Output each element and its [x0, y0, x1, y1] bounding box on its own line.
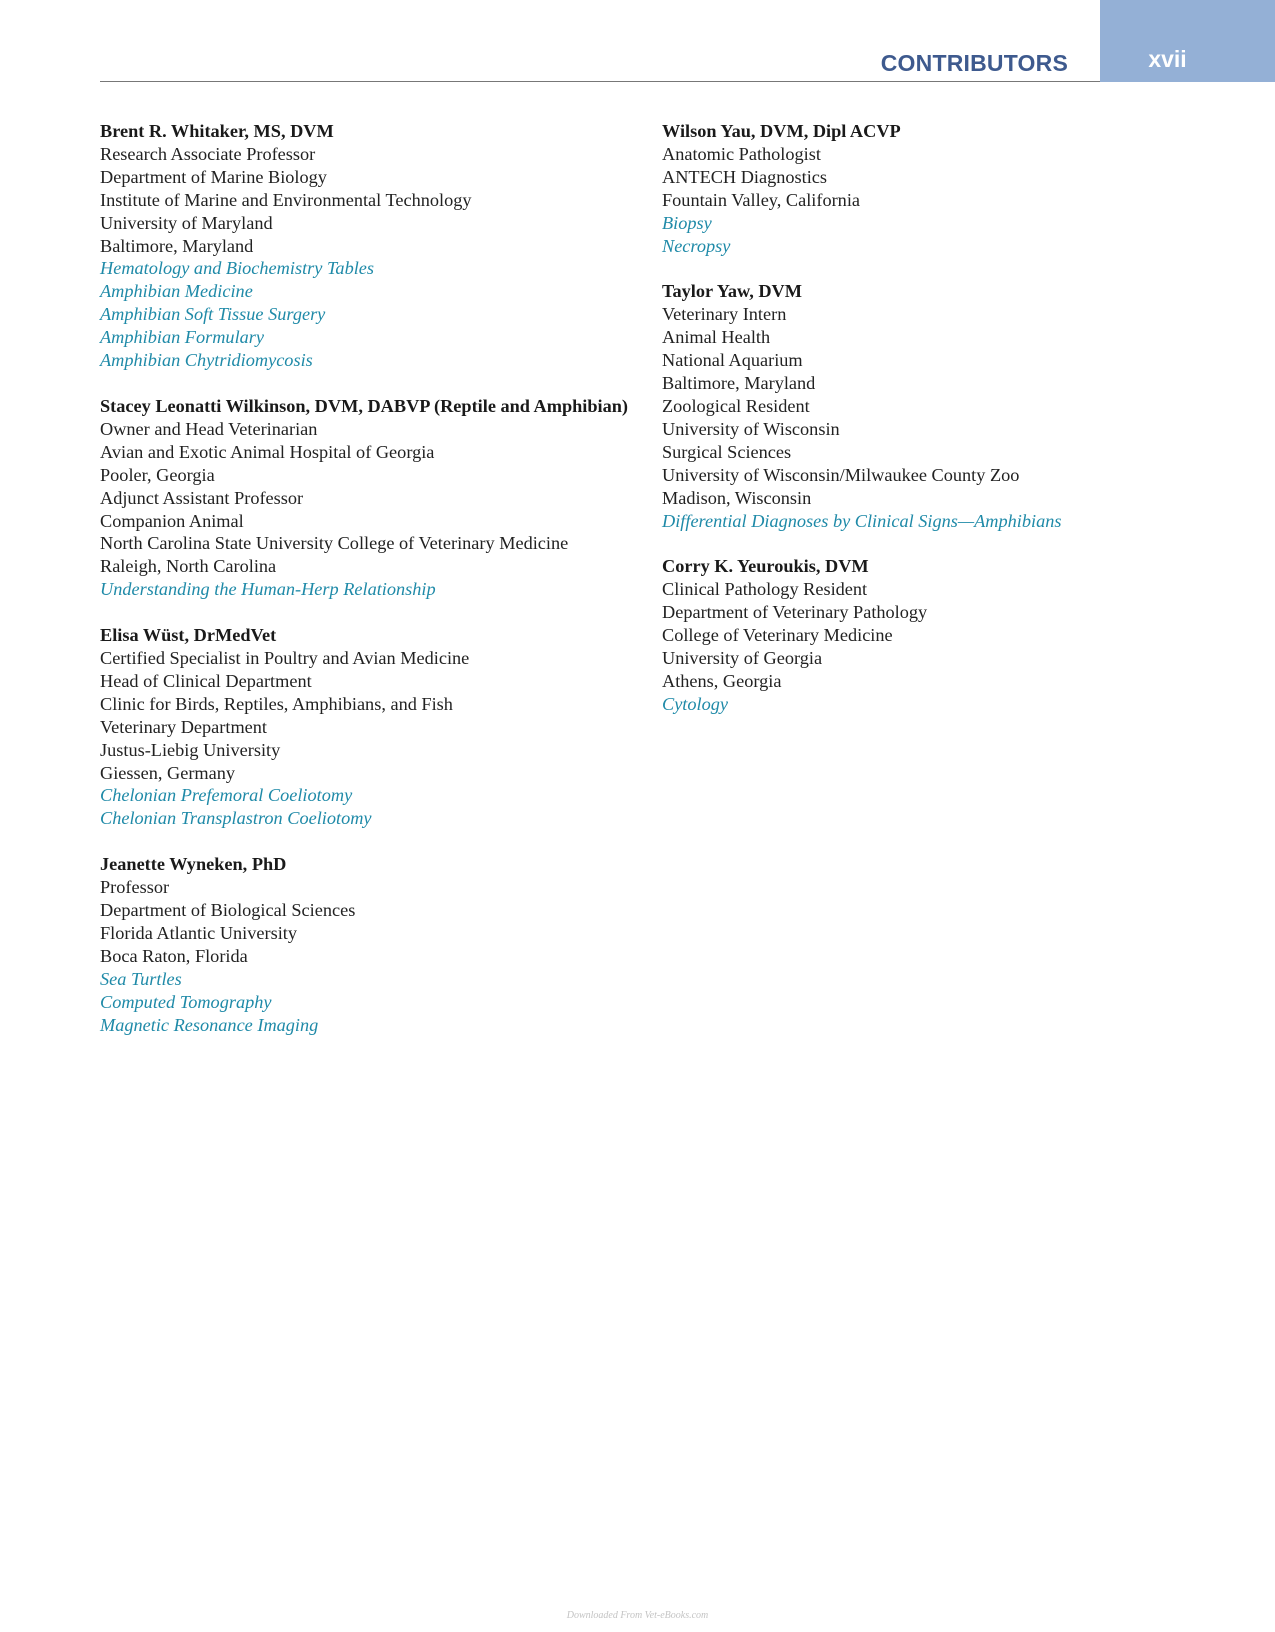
affiliation-line: Florida Atlantic University	[100, 923, 298, 943]
affiliation-line: Anatomic Pathologist	[662, 143, 821, 164]
affiliation-line: Veterinary Department	[100, 716, 267, 737]
download-watermark: Downloaded From Vet-eBooks.com	[566, 1610, 709, 1621]
affiliation-line: Animal Health	[662, 327, 771, 348]
affiliation-line: Department of Veterinary Pathology	[662, 602, 928, 623]
chapter-link[interactable]: Understanding the Human-Herp Relationship	[100, 579, 436, 600]
chapter-link[interactable]: Chelonian Prefemoral Coeliotomy	[100, 785, 353, 806]
contributor-entry	[662, 120, 1222, 257]
affiliation-line: Justus-Liebig University	[100, 739, 281, 760]
affiliation-line: North Carolina State University College of Veterinary Medicine	[100, 533, 569, 554]
affiliation-line: University of Wisconsin/Milwaukee County Zoo	[662, 464, 1020, 485]
chapter-link[interactable]: Sea Turtles	[100, 968, 182, 989]
running-head: CONTRIBUTORS	[880, 50, 1068, 76]
affiliation-line: Adjunct Assistant Professor	[100, 487, 304, 508]
affiliation-line: College of Veterinary Medicine	[662, 625, 893, 646]
chapter-link[interactable]: Chelonian Transplastron Coeliotomy	[100, 808, 372, 829]
chapter-link[interactable]: Amphibian Chytridiomycosis	[100, 350, 313, 371]
contributor-entry	[100, 395, 660, 601]
chapter-link[interactable]: Cytology	[662, 693, 729, 714]
affiliation-line: University of Georgia	[662, 648, 823, 669]
affiliation-line: Zoological Resident	[662, 395, 810, 416]
chapter-link[interactable]: Necropsy	[662, 235, 731, 256]
affiliation-line: Giessen, Germany	[100, 762, 236, 783]
contributor-entry	[100, 853, 660, 1036]
affiliation-line: Department of Biological Sciences	[100, 900, 356, 921]
affiliation-line: Professor	[100, 877, 170, 898]
contributor-name: Brent R. Whitaker, MS, DVM	[100, 121, 334, 141]
contributor-name: Taylor Yaw, DVM	[662, 281, 802, 302]
affiliation-line: Baltimore, Maryland	[662, 373, 816, 394]
affiliation-line: Department of Marine Biology	[100, 166, 327, 187]
affiliation-line: Raleigh, North Carolina	[100, 556, 277, 577]
chapter-link[interactable]: Computed Tomography	[100, 991, 272, 1012]
chapter-link[interactable]: Magnetic Resonance Imaging	[100, 1014, 319, 1035]
affiliation-line: Athens, Georgia	[662, 670, 782, 691]
affiliation-line: Pooler, Georgia	[100, 464, 215, 485]
page-number: xvii	[1148, 46, 1187, 72]
affiliation-line: Avian and Exotic Animal Hospital of Georgia	[100, 441, 435, 462]
contributor-entry	[100, 120, 660, 372]
affiliation-line: Veterinary Intern	[662, 304, 787, 325]
contributor-name: Elisa Wüst, DrMedVet	[100, 625, 277, 646]
affiliation-line: Surgical Sciences	[662, 441, 792, 462]
chapter-link[interactable]: Amphibian Medicine	[100, 281, 253, 302]
left-column	[100, 120, 660, 1060]
affiliation-line: University of Maryland	[100, 212, 273, 233]
affiliation-line: Boca Raton, Florida	[100, 945, 248, 966]
chapter-link[interactable]: Amphibian Soft Tissue Surgery	[100, 304, 326, 325]
affiliation-line: Madison, Wisconsin	[662, 487, 812, 508]
affiliation-line: Certified Specialist in Poultry and Avian Medicine	[100, 648, 470, 669]
contributor-name: Wilson Yau, DVM, Dipl ACVP	[662, 121, 901, 141]
right-column	[662, 120, 1222, 739]
contributor-name: Jeanette Wyneken, PhD	[100, 854, 287, 875]
contributor-name: Stacey Leonatti Wilkinson, DVM, DABVP (Reptile and Amphibian)	[100, 395, 629, 416]
affiliation-line: Baltimore, Maryland	[100, 235, 254, 256]
affiliation-line: Clinical Pathology Resident	[662, 579, 868, 600]
affiliation-line: Institute of Marine and Environmental Technology	[100, 189, 472, 210]
affiliation-line: Fountain Valley, California	[662, 189, 861, 210]
contributor-entry	[100, 624, 660, 830]
affiliation-line: ANTECH Diagnostics	[662, 166, 828, 187]
affiliation-line: Head of Clinical Department	[100, 670, 312, 691]
contributor-entry	[662, 280, 1222, 532]
affiliation-line: University of Wisconsin	[662, 418, 840, 439]
contributor-name: Corry K. Yeuroukis, DVM	[662, 556, 869, 577]
chapter-link[interactable]: Hematology and Biochemistry Tables	[100, 258, 375, 279]
contributor-entry	[662, 555, 1222, 715]
affiliation-line: Clinic for Birds, Reptiles, Amphibians, and Fish	[100, 693, 453, 714]
affiliation-line: Companion Animal	[100, 510, 244, 531]
affiliation-line: Owner and Head Veterinarian	[100, 418, 318, 439]
header-rule	[100, 81, 1100, 82]
chapter-link[interactable]: Biopsy	[662, 212, 712, 233]
affiliation-line: National Aquarium	[662, 350, 803, 371]
chapter-link[interactable]: Differential Diagnoses by Clinical Signs—Amphibians	[662, 510, 1062, 531]
affiliation-line: Research Associate Professor	[100, 143, 316, 164]
chapter-link[interactable]: Amphibian Formulary	[100, 327, 265, 348]
